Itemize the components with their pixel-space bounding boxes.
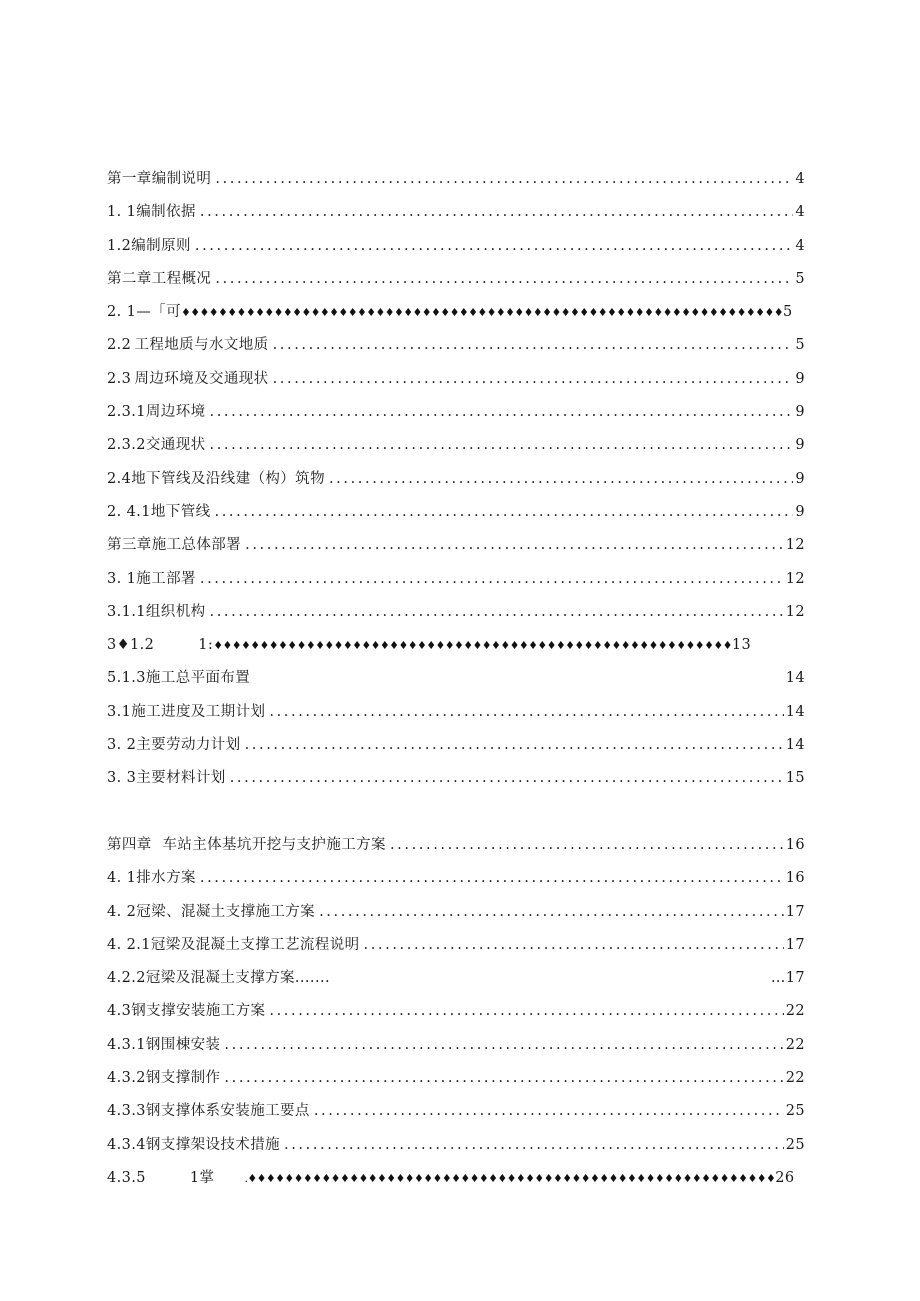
toc-entry-number: 2. 1 [107, 304, 137, 321]
toc-entry-title: 冠梁及混凝土支撑工艺流程说明 [150, 936, 360, 953]
toc-entry[interactable] [107, 196, 805, 229]
toc-entry-page: 5 [795, 337, 805, 354]
garbled-leader: ♦♦♦♦♦♦♦♦♦♦♦♦♦♦♦♦♦♦♦♦♦♦♦♦♦♦♦♦♦♦♦♦♦♦♦♦♦♦♦♦♦♦♦♦♦♦♦♦♦♦♦♦♦♦♦♦ [213, 639, 732, 653]
toc-entry-title: 地下管线及沿线建（构）筑物 [131, 470, 325, 487]
toc-entry[interactable] [107, 829, 805, 862]
toc-entry[interactable] [107, 862, 805, 895]
toc-entry[interactable] [107, 896, 805, 929]
toc-entry-number: 3. 1 [107, 570, 137, 587]
garbled-leader: ♦♦♦♦♦♦♦♦♦♦♦♦♦♦♦♦♦♦♦♦♦♦♦♦♦♦♦♦♦♦♦♦♦♦♦♦♦♦♦♦♦♦♦♦♦♦♦♦♦♦♦♦♦♦♦♦♦♦♦♦♦♦♦♦♦ [180, 306, 783, 320]
dot-leader [230, 762, 784, 795]
toc-entry-page: 17 [785, 936, 805, 953]
dot-leader [329, 463, 793, 496]
toc-entry[interactable] [107, 263, 805, 296]
dot-leader [200, 563, 784, 596]
toc-entry-number: 3.1.1 [107, 603, 146, 620]
toc-entry[interactable] [107, 729, 805, 762]
toc-entry-page: 12 [785, 537, 805, 554]
dot-leader [200, 862, 784, 895]
toc-entry-number: 3♦1.2 [107, 637, 155, 654]
dot-leader [245, 529, 784, 562]
toc-entry-title: 钢支撑架设技术措施 [145, 1136, 281, 1153]
dot-leader [245, 729, 784, 762]
toc-entry-number: 4. 1 [107, 870, 137, 887]
toc-entry-page: 14 [785, 737, 805, 754]
toc-entry[interactable] [107, 629, 805, 662]
toc-entry-title: —「可 [136, 304, 181, 321]
dot-leader [210, 596, 784, 629]
toc-entry-title: 钢支撑体系安装施工要点 [145, 1103, 310, 1120]
toc-entry[interactable] [107, 962, 805, 995]
dot-leader [273, 363, 794, 396]
toc-entry[interactable] [107, 1162, 805, 1195]
toc-entry-title: 施工进度及工期计划 [131, 703, 266, 720]
toc-entry[interactable] [107, 529, 805, 562]
toc-entry-page: 14 [785, 670, 805, 687]
toc-entry-page: 16 [785, 836, 805, 853]
toc-entry[interactable] [107, 429, 805, 462]
toc-entry-title: 钢支撑安装施工方案 [131, 1003, 266, 1020]
toc-entry[interactable] [107, 596, 805, 629]
toc-entry-number: 5.1.3 [107, 670, 146, 687]
toc-entry-title: 车站主体基坑开挖与支护施工方案 [162, 836, 386, 853]
dot-leader [319, 896, 784, 929]
dot-leader [284, 1129, 784, 1162]
toc-entry[interactable] [107, 296, 805, 329]
toc-entry-number: 2.3 [107, 370, 132, 387]
toc-entry[interactable] [107, 163, 805, 196]
toc-entry-title: 1掌 [189, 1169, 215, 1186]
toc-entry-number: 4.3.1 [107, 1036, 146, 1053]
toc-entry-number: 2. 4.1 [107, 503, 151, 520]
toc-entry-number: 3. 2 [107, 737, 137, 754]
toc-entry[interactable] [107, 329, 805, 362]
toc-entry-page: 9 [795, 404, 805, 421]
toc-entry-number: 4.3.4 [107, 1136, 146, 1153]
dot-leader [269, 995, 783, 1028]
toc-entry[interactable] [107, 363, 805, 396]
toc-entry-page: 9 [795, 470, 805, 487]
dot-leader [224, 1029, 783, 1062]
toc-entry-number: 4.2.2 [107, 970, 146, 987]
toc-entry-page: …17 [770, 970, 805, 987]
table-of-contents [107, 163, 805, 1195]
toc-entry-page: 9 [795, 370, 805, 387]
toc-entry-page: 5 [795, 270, 805, 287]
dot-leader [195, 230, 793, 263]
toc-entry-title: 施工部署 [136, 570, 196, 587]
toc-entry-page: 9 [795, 437, 805, 454]
toc-entry[interactable] [107, 496, 805, 529]
toc-entry[interactable] [107, 396, 805, 429]
toc-entry[interactable] [107, 762, 805, 795]
toc-entry-page: 26 [775, 1169, 795, 1186]
toc-entry-title: 周边环境 [145, 404, 206, 421]
toc-entry-page: 15 [785, 770, 805, 787]
toc-entry-page: 5 [782, 304, 793, 321]
toc-entry-number: 1. 1 [107, 204, 137, 221]
toc-entry-number: 4. 2.1 [107, 936, 151, 953]
toc-entry-title: 第二章工程概况 [107, 270, 212, 287]
toc-entry-page: 12 [785, 603, 805, 620]
toc-entry-page: 12 [785, 570, 805, 587]
dot-leader [390, 829, 784, 862]
toc-entry-title: 第三章施工总体部署 [107, 537, 242, 554]
toc-entry-title: 冠梁及混凝土支撑方案....... [145, 970, 330, 987]
toc-entry-title: 交通现状 [145, 437, 206, 454]
toc-entry-title: 施工总平面布置 [145, 670, 251, 687]
toc-entry-page: 9 [795, 503, 805, 520]
toc-entry-page: 14 [785, 703, 805, 720]
toc-entry-page: 16 [785, 870, 805, 887]
toc-entry[interactable] [107, 995, 805, 1028]
toc-entry-number: 第四章 [107, 836, 152, 853]
garbled-leader: .♦♦♦♦♦♦♦♦♦♦♦♦♦♦♦♦♦♦♦♦♦♦♦♦♦♦♦♦♦♦♦♦♦♦♦♦♦♦♦♦♦♦♦♦♦♦♦♦♦♦♦♦♦♦♦♦♦ [244, 1171, 776, 1185]
toc-entry-page: 4 [795, 204, 805, 221]
toc-entry-page: 25 [785, 1103, 805, 1120]
toc-entry-title: 1: [198, 637, 214, 654]
dot-leader [269, 696, 783, 729]
toc-entry-title: 组织机构 [145, 603, 206, 620]
toc-entry-title: 工程地质与水文地质 [134, 337, 269, 354]
toc-entry-number: 4.3 [107, 1003, 132, 1020]
dot-leader [215, 496, 794, 529]
dot-leader [314, 1095, 784, 1128]
toc-entry-page: 22 [785, 1003, 805, 1020]
toc-entry-title: 编制原则 [131, 237, 191, 254]
toc-entry-number: 2.2 [107, 337, 132, 354]
toc-entry-page: 4 [795, 171, 805, 187]
toc-entry-number: 3.1 [107, 703, 132, 720]
toc-entry[interactable] [107, 563, 805, 596]
toc-entry[interactable] [107, 1062, 805, 1095]
toc-entry-page: 22 [785, 1070, 805, 1087]
dot-leader [364, 929, 784, 962]
toc-entry-number: 2.3.2 [107, 437, 146, 454]
toc-entry-number: 2.4 [107, 470, 132, 487]
toc-entry-title: 编制依据 [136, 204, 196, 221]
toc-entry-title: 钢支撑制作 [145, 1070, 221, 1087]
toc-entry-title: 主要材料计划 [136, 770, 226, 787]
toc-entry[interactable] [107, 929, 805, 962]
dot-leader [210, 429, 794, 462]
toc-entry-page: 17 [785, 903, 805, 920]
toc-entry-number: 4.3.3 [107, 1103, 146, 1120]
toc-entry-page: 4 [795, 237, 805, 254]
toc-entry[interactable] [107, 463, 805, 496]
toc-entry-number: 3. 3 [107, 770, 137, 787]
toc-entry-number: 4.3.2 [107, 1070, 146, 1087]
toc-entry-page: 22 [785, 1036, 805, 1053]
dot-leader [224, 1062, 783, 1095]
toc-entry[interactable] [107, 662, 805, 695]
toc-entry-number: 4.3.5 [107, 1169, 146, 1186]
toc-entry[interactable] [107, 1029, 805, 1062]
toc-entry-title: 钢围棟安装 [145, 1036, 221, 1053]
toc-entry-title: 第一章编制说明 [107, 171, 212, 187]
toc-entry-number: 4. 2 [107, 903, 137, 920]
toc-entry-title: 地下管线 [150, 503, 211, 520]
toc-entry-title: 排水方案 [136, 870, 196, 887]
dot-leader [215, 263, 793, 296]
toc-entry[interactable] [107, 1095, 805, 1128]
toc-entry[interactable] [107, 1129, 805, 1162]
dot-leader [215, 163, 793, 196]
dot-leader [200, 196, 793, 229]
toc-entry[interactable] [107, 696, 805, 729]
dot-leader [210, 396, 794, 429]
toc-entry[interactable] [107, 230, 805, 263]
toc-entry-page: 25 [785, 1136, 805, 1153]
toc-entry-page: 13 [731, 637, 752, 654]
toc-entry-number: 1.2 [107, 237, 132, 254]
dot-leader [273, 329, 794, 362]
toc-entry-number: 2.3.1 [107, 404, 146, 421]
toc-entry-title: 冠梁、混凝土支撑施工方案 [136, 903, 316, 920]
toc-entry-title: 周边环境及交通现状 [134, 370, 269, 387]
toc-entry-title: 主要劳动力计划 [136, 737, 241, 754]
